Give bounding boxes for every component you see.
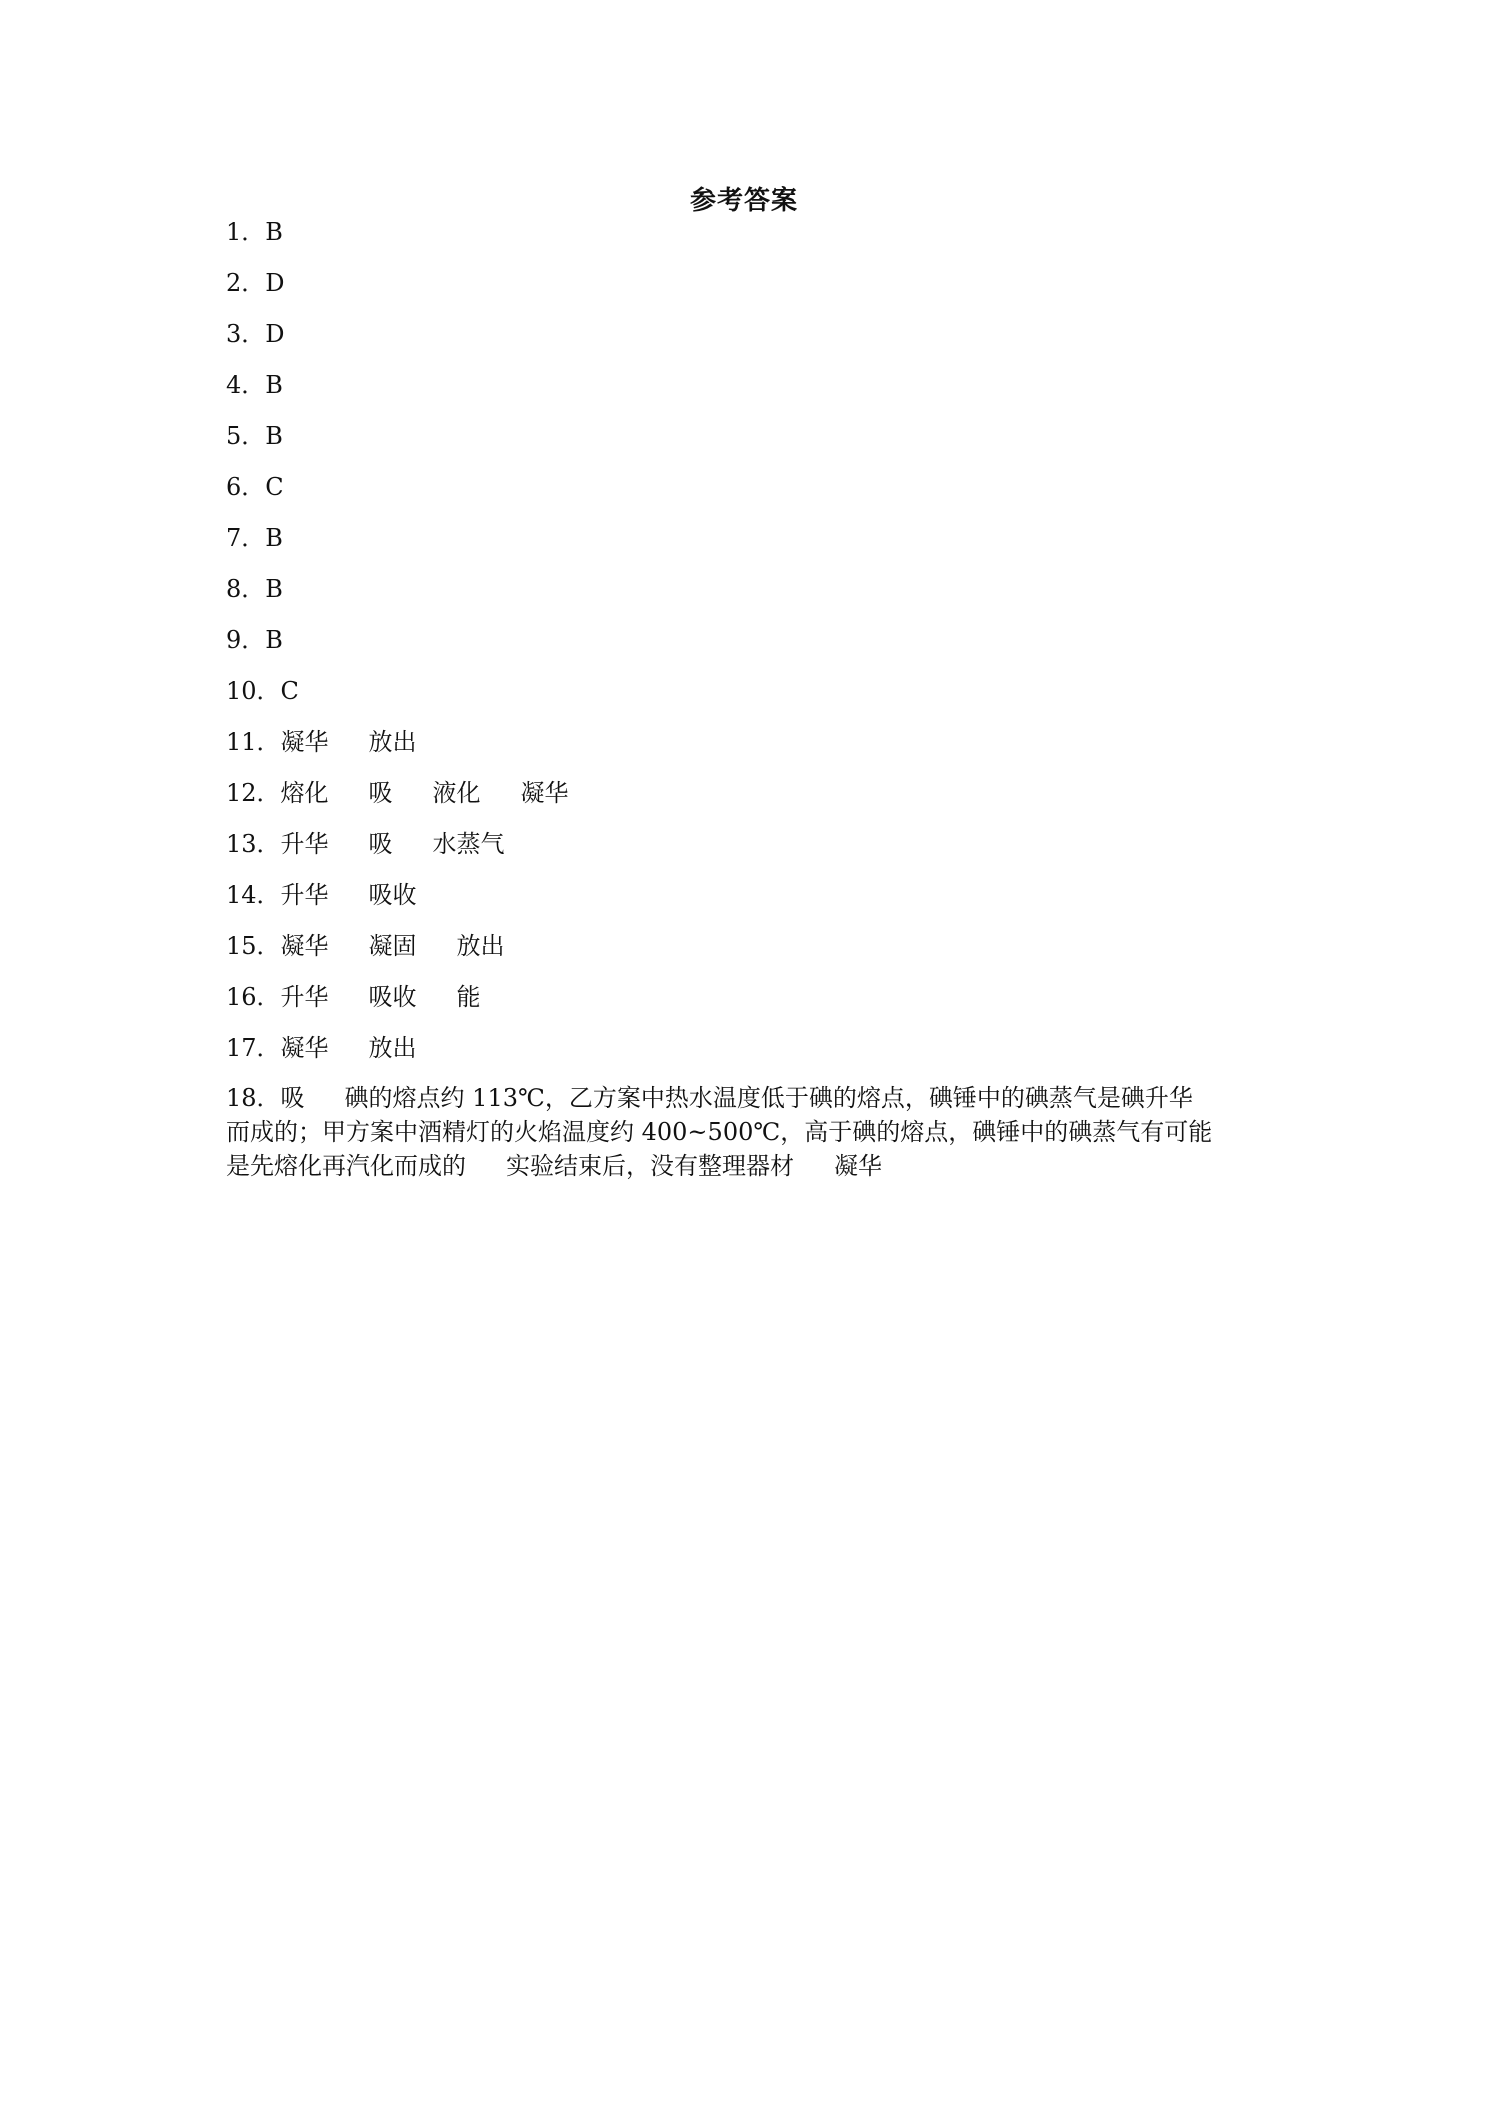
- answer-18-part: 吸: [280, 1084, 305, 1112]
- answer-18-line-1: [226, 1081, 1266, 1115]
- answer-item: [226, 775, 1266, 826]
- answer-term: C: [265, 473, 284, 501]
- answer-term: 吸收: [368, 983, 417, 1011]
- answer-number: 1．: [226, 218, 266, 246]
- answer-number: 3．: [226, 320, 266, 348]
- answer-18-line-3: [226, 1149, 1266, 1183]
- answer-term: 放出: [368, 1034, 417, 1062]
- answer-term: 能: [456, 983, 481, 1011]
- answer-list: [226, 214, 1266, 1183]
- answer-item: [226, 724, 1266, 775]
- answer-item: [226, 622, 1266, 673]
- answer-term: 升华: [280, 881, 329, 909]
- answer-number: 10．: [226, 677, 281, 705]
- answer-number: 4．: [226, 371, 266, 399]
- answer-item: [226, 571, 1266, 622]
- answer-18-part: 碘的熔点约 113℃，乙方案中热水温度低于碘的熔点，碘锤中的碘蒸气是碘升华: [344, 1084, 1193, 1112]
- answer-item: [226, 418, 1266, 469]
- answer-18-line-2: 而成的；甲方案中酒精灯的火焰温度约 400~500℃，高于碘的熔点，碘锤中的碘蒸气有可能: [226, 1118, 1213, 1146]
- answer-item: [226, 469, 1266, 520]
- answer-term: 放出: [456, 932, 505, 960]
- answer-term: 吸收: [368, 881, 417, 909]
- answer-item: [226, 979, 1266, 1030]
- answer-18-part: 实验结束后，没有整理器材: [506, 1152, 794, 1180]
- answer-item: [226, 367, 1266, 418]
- answer-term: B: [265, 524, 283, 552]
- answer-number: 7．: [226, 524, 266, 552]
- answer-term: 水蒸气: [432, 830, 505, 858]
- answer-number: 6．: [226, 473, 266, 501]
- answer-term: 凝华: [280, 1034, 329, 1062]
- answer-item: [226, 673, 1266, 724]
- answer-item: [226, 826, 1266, 877]
- answer-term: 熔化: [280, 779, 329, 807]
- answer-item: [226, 1030, 1266, 1081]
- answer-term: 凝固: [368, 932, 417, 960]
- answer-term: 吸: [368, 779, 393, 807]
- answer-item-18: [226, 1081, 1266, 1183]
- answer-item: [226, 316, 1266, 367]
- answer-number: 8．: [226, 575, 266, 603]
- answer-item: [226, 214, 1266, 265]
- answer-18-part: 是先熔化再汽化而成的: [226, 1152, 466, 1180]
- answer-number: 17．: [226, 1034, 281, 1062]
- answer-item: [226, 877, 1266, 928]
- answer-term: D: [265, 269, 285, 297]
- answer-number: 11．: [226, 728, 281, 756]
- answer-term: 凝华: [280, 932, 329, 960]
- answer-number: 12．: [226, 779, 281, 807]
- answer-term: 吸: [368, 830, 393, 858]
- answer-number: 13．: [226, 830, 281, 858]
- answer-term: 升华: [280, 830, 329, 858]
- answer-term: B: [265, 575, 283, 603]
- answer-term: 凝华: [280, 728, 329, 756]
- answer-term: 液化: [432, 779, 481, 807]
- answer-term: 放出: [368, 728, 417, 756]
- answer-number: 5．: [226, 422, 266, 450]
- answer-term: D: [265, 320, 285, 348]
- answer-number: 16．: [226, 983, 281, 1011]
- answer-number: 14．: [226, 881, 281, 909]
- answer-number: 2．: [226, 269, 266, 297]
- answer-term: 凝华: [520, 779, 569, 807]
- answer-item: [226, 928, 1266, 979]
- answer-item: [226, 265, 1266, 316]
- answer-term: 升华: [280, 983, 329, 1011]
- page-title: 参考答案: [689, 186, 798, 216]
- answer-term: B: [265, 422, 283, 450]
- answer-term: B: [265, 218, 283, 246]
- answer-18-part: 凝华: [834, 1152, 882, 1180]
- answer-term: C: [280, 677, 299, 705]
- answer-number: 9．: [226, 626, 266, 654]
- answer-number: 18．: [226, 1084, 281, 1112]
- answer-item: [226, 520, 1266, 571]
- answer-number: 15．: [226, 932, 281, 960]
- answer-term: B: [265, 626, 283, 654]
- answer-term: B: [265, 371, 283, 399]
